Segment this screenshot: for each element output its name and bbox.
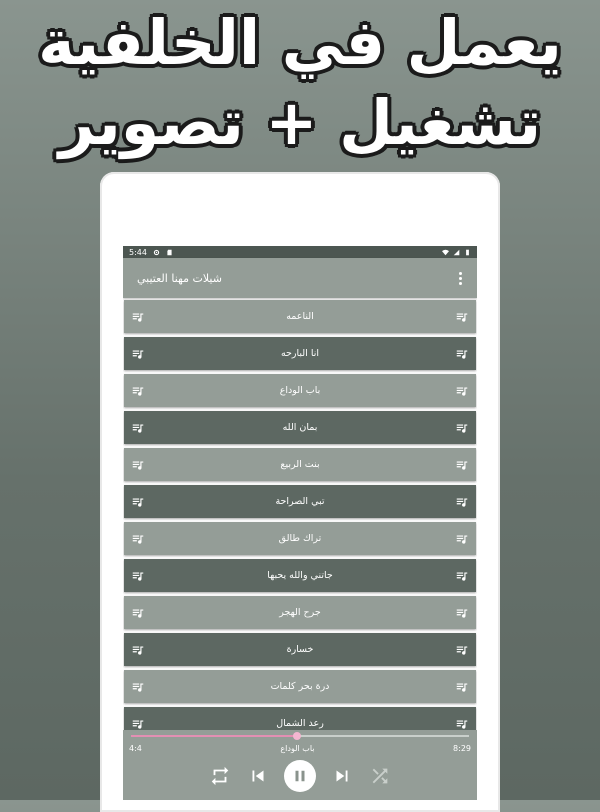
skip-previous-icon [247,765,269,787]
playlist-music-icon [131,532,145,546]
queue-music-icon[interactable] [455,384,469,398]
queue-music-icon[interactable] [455,717,469,731]
song-row[interactable] [124,300,476,333]
playlist-music-icon [131,458,145,472]
progress-thumb[interactable] [293,732,301,740]
queue-music-icon[interactable] [455,421,469,435]
repeat-icon [209,765,231,787]
song-row[interactable] [124,670,476,703]
song-title: خسارة [286,644,314,655]
song-row[interactable] [124,374,476,407]
song-title: رعد الشمال [276,718,324,729]
playlist-music-icon [131,680,145,694]
song-title: بنت الربيع [280,459,320,470]
song-title: انا البارحه [280,348,320,359]
song-title: جاتني والله يحبها [267,570,333,581]
queue-music-icon[interactable] [455,680,469,694]
app-bar [123,258,477,298]
wifi-icon [442,249,449,256]
playlist-music-icon [131,569,145,583]
previous-button[interactable] [246,764,270,788]
battery-icon [464,249,471,256]
player-panel [123,730,477,800]
playlist-music-icon [131,421,145,435]
playlist-music-icon [131,495,145,509]
promo-headline-line1: يعمل في الخلفية [38,6,562,79]
song-title: تراك طالق [278,533,322,544]
song-row[interactable] [124,522,476,555]
song-title: تبي الصراحة [275,496,325,507]
progress-bar[interactable] [131,735,469,737]
cell-signal-icon [453,249,460,256]
app-title: شيلات مهنا العتيبي [137,271,222,285]
queue-music-icon[interactable] [455,643,469,657]
queue-music-icon[interactable] [455,310,469,324]
song-title: جرح الهجر [279,607,321,618]
playlist-music-icon [131,347,145,361]
queue-music-icon[interactable] [455,532,469,546]
settings-icon [153,249,160,256]
more-vert-icon[interactable] [453,268,467,288]
song-row[interactable] [124,633,476,666]
playlist-music-icon [131,717,145,731]
playlist-music-icon [131,310,145,324]
song-row[interactable] [124,448,476,481]
song-title: درة بحر كلمات [270,681,330,692]
playlist-music-icon [131,606,145,620]
song-title: الناعمه [286,311,314,322]
queue-music-icon[interactable] [455,458,469,472]
sd-card-icon [166,249,173,256]
shuffle-button[interactable] [368,764,392,788]
playlist-music-icon [131,384,145,398]
queue-music-icon[interactable] [455,569,469,583]
song-row[interactable] [124,337,476,370]
progress-fill [131,735,297,737]
shuffle-icon [369,765,391,787]
status-time: 5:44 [129,247,147,257]
pause-button[interactable] [284,760,316,792]
song-list [123,298,477,740]
playlist-music-icon [131,643,145,657]
duration-time: 8:29 [453,743,471,753]
pause-icon [291,767,309,785]
skip-next-icon [331,765,353,787]
queue-music-icon[interactable] [455,606,469,620]
song-row[interactable] [124,411,476,444]
repeat-button[interactable] [208,764,232,788]
device-screen [123,246,477,800]
elapsed-time: 4:4 [129,743,142,753]
next-button[interactable] [330,764,354,788]
promo-headline-line2: تشغيل + تصوير [58,86,542,159]
song-row[interactable] [124,485,476,518]
status-bar [123,246,477,258]
song-title: بمان الله [282,422,318,433]
song-row[interactable] [124,559,476,592]
now-playing-title: باب الوداع [280,743,315,753]
song-title: باب الوداع [279,385,321,396]
queue-music-icon[interactable] [455,495,469,509]
queue-music-icon[interactable] [455,347,469,361]
song-row[interactable] [124,596,476,629]
